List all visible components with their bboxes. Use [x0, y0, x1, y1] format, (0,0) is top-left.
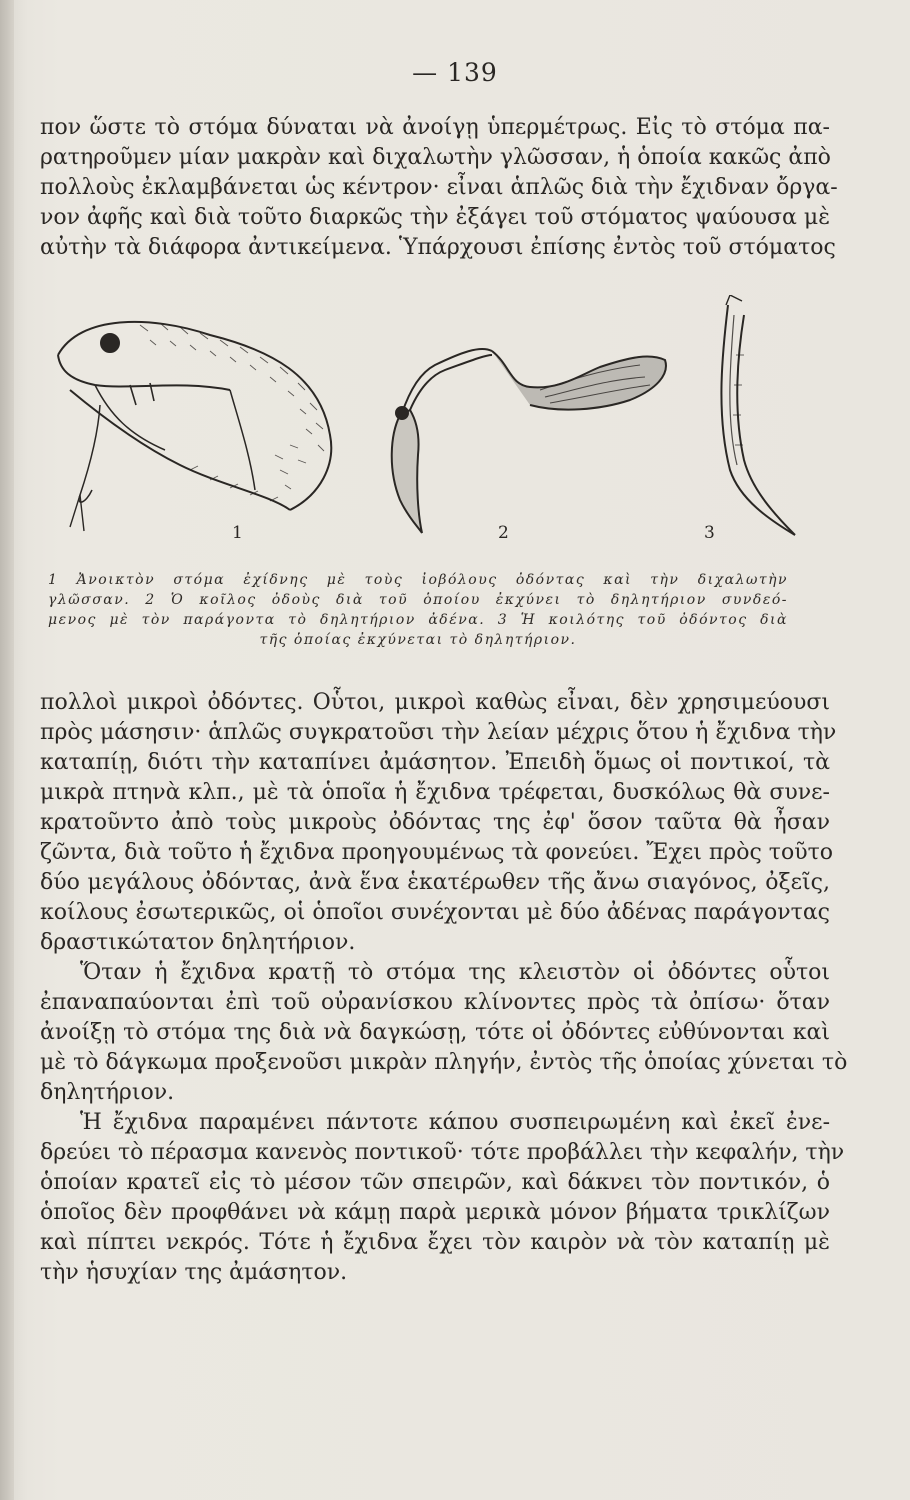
text-line: μὲ τὸ δάγκωμα προξενοῦσι μικρὰν πληγήν, ἐντὸς τῆς ὁποίας χύνεται τὸ	[40, 1050, 848, 1075]
text-line: Ἡ ἔχιδνα παραμένει πάντοτε κάπου συσπειρωμένη καὶ ἐκεῖ ἐνε-	[80, 1110, 830, 1135]
text-line: ὁποίαν κρατεῖ εἰς τὸ μέσον τῶν σπειρῶν, καὶ δάκνει τὸν ποντικόν, ὁ	[40, 1170, 830, 1195]
viper-illustration	[40, 295, 830, 545]
text-line: αὐτὴν τὰ διάφορα ἀντικείμενα. Ὑπάρχουσι ἐπίσης ἐντὸς τοῦ στόματος	[40, 235, 836, 260]
text-line: ζῶντα, διὰ τοῦτο ἡ ἔχιδνα προηγουμένως τὰ φονεύει. Ἔχει πρὸς τοῦτο	[40, 840, 833, 865]
text-line: δρεύει τὸ πέρασμα κανενὸς ποντικοῦ· τότε προβάλλει τὴν κεφαλήν, τὴν	[40, 1140, 845, 1165]
text-line: πον ὥστε τὸ στόμα δύναται νὰ ἀνοίγῃ ὑπερμέτρως. Εἰς τὸ στόμα πα-	[40, 115, 830, 140]
figure-caption	[48, 570, 788, 650]
page-number: — 139	[412, 58, 498, 87]
caption-line: 1 Ἀνοικτὸν στόμα ἐχίδνης μὲ τοὺς ἰοβόλους ὀδόντας καὶ τὴν διχαλωτὴν	[48, 572, 788, 588]
text-line: δραστικώτατον δηλητήριον.	[40, 930, 356, 955]
fang-canal-drawing	[721, 295, 795, 535]
text-line: καταπίῃ, διότι τὴν καταπίνει ἀμάσητον. Ἐπειδὴ ὅμως οἱ ποντικοί, τὰ	[40, 750, 830, 775]
paragraph-top	[40, 113, 838, 263]
text-line: ἐπαναπαύονται ἐπὶ τοῦ οὐρανίσκου κλίνοντες πρὸς τὰ ὀπίσω· ὅταν	[40, 990, 830, 1015]
text-line: ὁποῖος δὲν προφθάνει νὰ κάμῃ παρὰ μερικὰ μόνον βήματα τρικλίζων	[40, 1200, 830, 1225]
text-line: ἀνοίξῃ τὸ στόμα της διὰ νὰ δαγκώσῃ, τότε οἱ ὀδόντες εὐθύνονται καὶ	[40, 1020, 830, 1045]
text-line: ρατηροῦμεν μίαν μακρὰν καὶ διχαλωτὴν γλῶσσαν, ἡ ὁποία κακῶς ἀπὸ	[40, 145, 831, 170]
text-line: καὶ πίπτει νεκρός. Τότε ἡ ἔχιδνα ἔχει τὸν καιρὸν νὰ τὸν καταπίῃ μὲ	[40, 1230, 830, 1255]
text-line: πρὸς μάσησιν· ἁπλῶς συγκρατοῦσι τὴν λείαν μέχρις ὅτου ἡ ἔχιδνα τὴν	[40, 720, 837, 745]
text-line: κοίλους ἐσωτερικῶς, οἱ ὁποῖοι συνέχονται μὲ δύο ἀδένας παράγοντας	[40, 900, 830, 925]
text-line: δύο μεγάλους ὀδόντας, ἀνὰ ἕνα ἑκατέρωθεν τῆς ἄνω σιαγόνος, ὀξεῖς,	[40, 870, 830, 895]
caption-line: τῆς ὁποίας ἐκχύνεται τὸ δηλητήριον.	[259, 632, 577, 648]
fang-with-gland-drawing	[392, 349, 666, 533]
figure-label-3: 3	[704, 523, 715, 543]
text-line: δηλητήριον.	[40, 1080, 175, 1105]
caption-line: μενος μὲ τὸν παράγοντα τὸ δηλητήριον ἀδένα. 3 Ἡ κοιλότης τοῦ ὀδόντος διὰ	[48, 612, 788, 628]
page-spine-shadow	[0, 0, 14, 1500]
caption-line: γλῶσσαν. 2 Ὁ κοῖλος ὀδοὺς διὰ τοῦ ὁποίου ἐκχύνει τὸ δηλητήριον συνδεό-	[48, 592, 788, 608]
text-line: πολλοὺς ἐκλαμβάνεται ὡς κέντρον· εἶναι ἁπλῶς διὰ τὴν ἔχιδναν ὄργα-	[40, 175, 838, 200]
text-line: κρατοῦντο ἀπὸ τοὺς μικροὺς ὀδόντας της ἐφ' ὅσον ταῦτα θὰ ἦσαν	[40, 810, 830, 835]
text-line: Ὅταν ἡ ἔχιδνα κρατῇ τὸ στόμα της κλειστὸν οἱ ὀδόντες οὗτοι	[80, 960, 830, 985]
text-line: νον ἀφῆς καὶ διὰ τοῦτο διαρκῶς τὴν ἐξάγει τοῦ στόματος ψαύουσα μὲ	[40, 205, 830, 230]
illustration-svg	[40, 295, 830, 545]
paragraph-bottom	[40, 688, 848, 1288]
text-line: μικρὰ πτηνὰ κλπ., μὲ τὰ ὁποῖα ἡ ἔχιδνα τρέφεται, δυσκόλως θὰ συνε-	[40, 780, 830, 805]
text-line: τὴν ἡσυχίαν της ἀμάσητον.	[40, 1260, 348, 1285]
figure-label-1: 1	[232, 523, 243, 543]
viper-head-drawing	[58, 322, 331, 531]
text-line: πολλοὶ μικροὶ ὀδόντες. Οὗτοι, μικροὶ καθὼς εἶναι, δὲν χρησιμεύουσι	[40, 690, 830, 715]
figure-label-2: 2	[498, 523, 509, 543]
